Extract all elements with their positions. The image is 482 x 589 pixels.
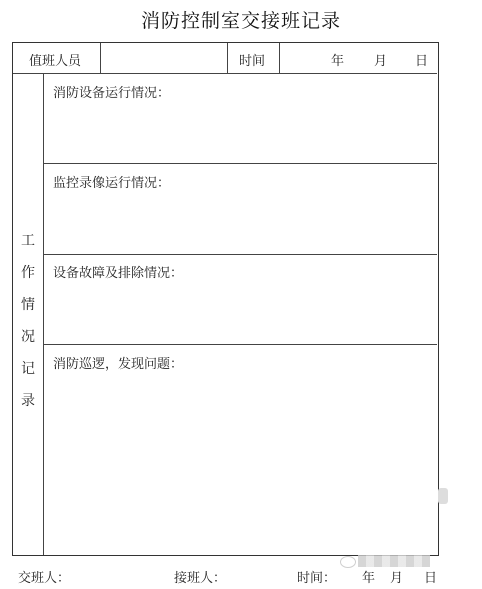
handover-form — [12, 42, 439, 556]
day-label: 日 — [415, 54, 429, 69]
side-char: 录 — [21, 393, 35, 409]
side-column-divider — [43, 73, 44, 555]
side-char: 况 — [21, 329, 35, 345]
section-divider — [43, 163, 437, 164]
section-divider — [43, 254, 437, 255]
header-divider — [13, 73, 437, 74]
duty-staff-label: 值班人员 — [29, 54, 82, 69]
time-label: 时间 — [239, 54, 266, 69]
header-col-divider — [227, 43, 228, 73]
side-label — [13, 225, 43, 417]
section-cctv: 监控录像运行情况： — [53, 176, 171, 191]
side-char: 作 — [21, 265, 35, 281]
section-faults: 设备故障及排除情况： — [53, 266, 184, 281]
handover-signature-label: 交班人： — [18, 571, 71, 586]
page-title: 消防控制室交接班记录 — [140, 10, 341, 32]
footer-month-label: 月 — [390, 571, 404, 586]
footer-time-label: 时间： — [297, 571, 337, 586]
watermark-mark — [438, 488, 448, 504]
footer-year-label: 年 — [362, 571, 376, 586]
side-char: 情 — [21, 297, 35, 313]
watermark-logo-icon — [340, 556, 356, 568]
header-col-divider — [100, 43, 101, 73]
section-patrol: 消防巡逻，发现问题： — [53, 357, 184, 372]
section-divider — [43, 344, 437, 345]
footer-day-label: 日 — [424, 571, 438, 586]
month-label: 月 — [374, 54, 388, 69]
section-fire-equipment: 消防设备运行情况： — [53, 86, 171, 101]
side-char: 记 — [21, 361, 35, 377]
watermark-blur — [358, 555, 430, 567]
side-char: 工 — [21, 233, 35, 249]
takeover-signature-label: 接班人： — [174, 571, 227, 586]
header-col-divider — [279, 43, 280, 73]
year-label: 年 — [331, 54, 345, 69]
